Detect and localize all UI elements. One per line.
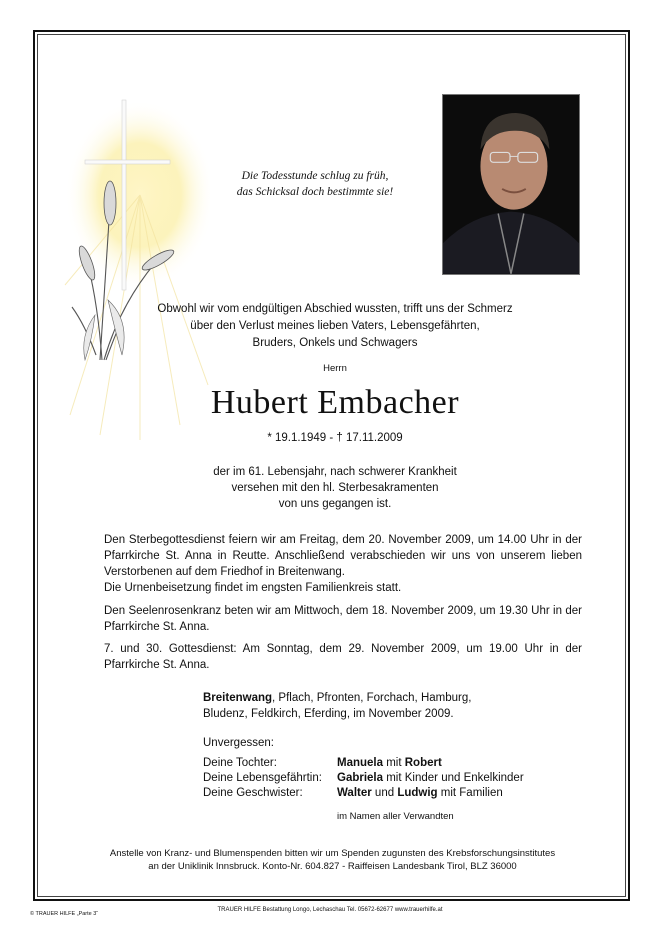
intro-line: Bruders, Onkels und Schwagers — [252, 337, 418, 349]
rosary-paragraph: Den Seelenrosenkranz beten wir am Mittwoch, dem 18. November 2009, um 19.30 Uhr in der Pfarrkirche St. Anna. — [104, 605, 582, 633]
description-line: versehen mit den hl. Sterbesakramenten — [231, 482, 439, 494]
places-first: Breitenwang — [203, 692, 273, 704]
partner-name: Gabriela — [337, 772, 384, 784]
quote — [200, 168, 430, 200]
places-list — [203, 690, 471, 722]
daughter-mit: mit — [383, 757, 405, 769]
intro-line: Obwohl wir vom endgültigen Abschied wussten, trifft uns der Schmerz — [157, 303, 513, 315]
donation-line: Anstelle von Kranz- und Blumenspenden bitten wir um Spenden zugunsten des Krebsforschungsinstitutes — [109, 848, 556, 859]
funeral-paragraph — [104, 532, 582, 596]
salutation: Herrn — [323, 363, 347, 374]
siblings-und: und — [371, 787, 398, 799]
description-line: der im 61. Lebensjahr, nach schwerer Krankheit — [213, 466, 457, 478]
quote-line: Die Todesstunde schlug zu früh, — [241, 170, 389, 182]
funeral-text: Den Sterbegottesdienst feiern wir am Freitag, dem 20. November 2009, um 14.00 Uhr in der Pfarrkirche St. Anna in Reutte. Anschließend verabschieden wir uns von unserem lieben Verstorbenen auf dem Friedhof in Breitenwang. — [104, 534, 582, 578]
partner-names — [337, 772, 524, 784]
unvergessen-label: Unvergessen: — [203, 737, 274, 749]
portrait-photo — [442, 94, 580, 275]
deceased-name: Hubert Embacher — [210, 384, 460, 421]
siblings-label: Deine Geschwister: — [203, 787, 303, 799]
mass-paragraph: 7. und 30. Gottesdienst: Am Sonntag, dem 29. November 2009, um 19.00 Uhr in der Pfarrkirche St. Anna. — [104, 643, 582, 671]
sibling-name-2: Ludwig — [397, 787, 438, 799]
undertaker-footer: TRAUER HILFE Bestattung Longo, Lechaschau Tel. 05672-62677 www.trauerhilfe.at — [217, 907, 443, 913]
on-behalf-note: im Namen aller Verwandten — [337, 811, 454, 822]
partner-label: Deine Lebensgefährtin: — [203, 772, 322, 784]
urn-text: Die Urnenbeisetzung findet im engsten Familienkreis statt. — [104, 582, 402, 594]
copyright-footer: © TRAUER HILFE „Parte 3“ — [30, 911, 99, 917]
partner-rest: mit Kinder und Enkelkinder — [383, 772, 524, 784]
donation-note — [60, 847, 605, 873]
description-line: von uns gegangen ist. — [278, 498, 392, 510]
daughter-name: Manuela — [337, 757, 384, 769]
donation-line: an der Uniklinik Innsbruck. Konto-Nr. 604.827 - Raiffeisen Landesbank Tirol, BLZ 36000 — [148, 861, 517, 872]
siblings-names — [337, 787, 503, 799]
siblings-rest: mit Familien — [437, 787, 503, 799]
sibling-name-1: Walter — [337, 787, 372, 799]
intro-line: über den Verlust meines lieben Vaters, Lebensgefährten, — [190, 320, 480, 332]
intro-text — [100, 301, 570, 352]
life-dates: * 19.1.1949 - † 17.11.2009 — [267, 432, 403, 444]
daughter-partner: Robert — [404, 757, 442, 769]
description — [100, 464, 570, 512]
daughter-label: Deine Tochter: — [203, 757, 277, 769]
quote-line: das Schicksal doch bestimmte sie! — [236, 186, 394, 198]
daughter-names — [337, 757, 442, 769]
places-rest: , Pflach, Pfronten, Forchach, Hamburg, — [272, 692, 472, 704]
places-line2: Bludenz, Feldkirch, Eferding, im November 2009. — [203, 708, 454, 720]
